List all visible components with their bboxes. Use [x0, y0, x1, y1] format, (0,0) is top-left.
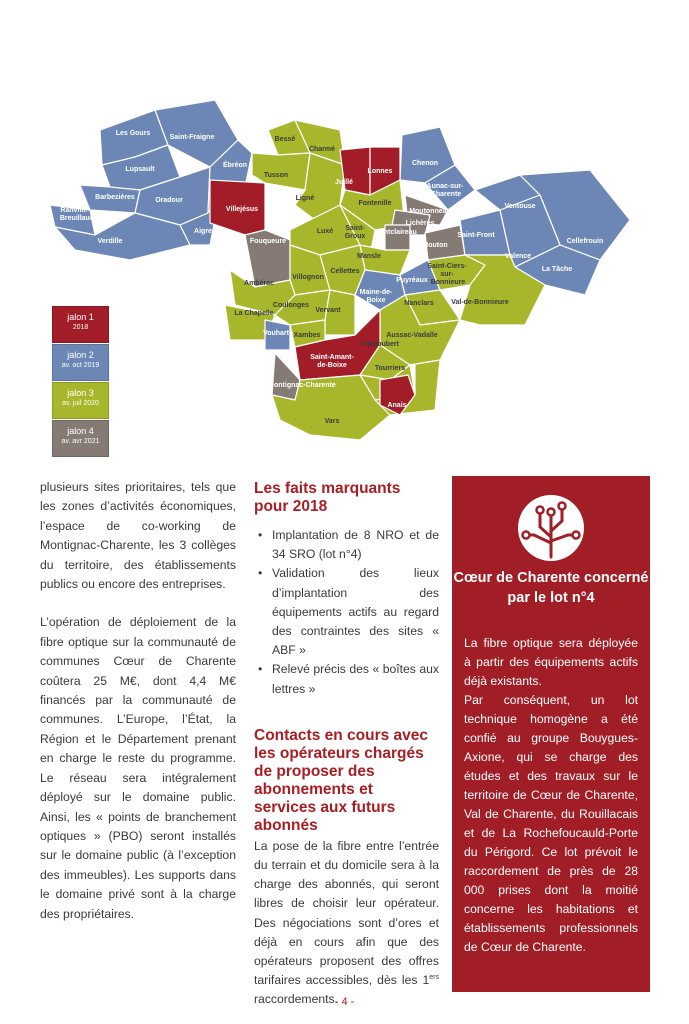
list-item: • Validation des lieux d’implantation des équipements actifs au regard des contraintes des sites « ABF » [264, 564, 439, 660]
label-tusson: Tusson [263, 172, 289, 179]
label-oradour: Oradour [155, 197, 183, 204]
label-vars: Vars [324, 418, 340, 425]
contacts-text: La pose de la fibre entre l’entrée du terrain et du domicile sera à la charge des abonnés, qui seront libres de choisir leur opérateur. Des négociations sont d’ores et déjà en cours afin que des opérateurs proposent des offres tarifaires accessibles, dès les 1 [254, 838, 439, 988]
label-cellettes: Cellettes [330, 268, 360, 275]
legend-jalon-4-name: jalon 4 [67, 426, 94, 436]
label-saint-amant: Saint-Amant- [310, 354, 354, 361]
box-title: Cœur de Charente concerné par le lot n°4 [453, 570, 649, 606]
page-number: - 4 - [334, 996, 355, 1008]
label-villejoubert: Villejoubert [361, 341, 399, 348]
list-item: • Implantation de 8 NRO et de 34 SRO (lot n°4) [264, 526, 439, 564]
label-aussac: Aussac-Vadalle [386, 332, 438, 339]
label-valence: Valence [504, 253, 532, 260]
legend-jalon-2-date: av. oct 2019 [61, 362, 100, 369]
label-xambes: Xambes [293, 332, 321, 339]
legend-jalon-3 [52, 382, 109, 419]
label-vouharte: Vouharte [263, 330, 293, 337]
map-svg [40, 95, 660, 445]
label-moutonneau: Moutonneau [409, 208, 451, 215]
legend-jalon-4 [52, 420, 109, 457]
legend-jalon-1-name: jalon 1 [67, 312, 94, 322]
label-les-gours: Les Gours [115, 130, 151, 137]
legend-jalon-1 [52, 306, 109, 343]
legend-jalon-4-date: av. avr 2021 [61, 438, 100, 445]
box-paragraph-1: La fibre optique sera déployée à partir des équipements actifs déjà existants. [464, 636, 638, 688]
label-saint-fraigne: Saint-Fraigne [169, 134, 215, 141]
legend-jalon-2 [52, 344, 109, 381]
label-montignac: Montignac-Charente [268, 382, 336, 389]
label-val-de-bonnieure: Val-de-Bonnieure [451, 299, 509, 306]
label-la-tache: La Tâche [541, 266, 573, 273]
legend-jalon-3-date: av. juil 2020 [62, 400, 99, 407]
network-icon [512, 493, 590, 563]
label-saint-amant-2: de-Boixe [317, 362, 347, 369]
column-left [40, 478, 236, 943]
territory-map [40, 95, 660, 445]
legend-jalon-2-name: jalon 2 [67, 350, 94, 360]
label-puyreaux: Puyréaux [396, 277, 428, 284]
faits-marquants-list [254, 526, 439, 699]
box-body [464, 634, 638, 957]
contacts-text-end: raccordements. [254, 992, 338, 1007]
label-anais: Anais [387, 402, 407, 409]
label-maine-de-boixe: Maine-de- [359, 289, 393, 296]
label-fontclaireau: Fontclaireau [375, 229, 417, 236]
list-item: • Relevé précis des « boîtes aux lettres » [264, 660, 439, 698]
label-saint-front: Saint-Front [457, 232, 495, 239]
label-breuillaud: Breuillaud [59, 215, 95, 222]
label-aunac: Aunac-sur- [426, 183, 464, 190]
label-maine-de-boixe-2: Boixe [366, 297, 386, 304]
legend-jalon-3-name: jalon 3 [67, 388, 94, 398]
label-lupsault: Lupsault [125, 166, 155, 173]
contacts-heading: Contacts en cours avec les opérateurs chargés de proposer des abonnements et services aux futurs abonnés [254, 726, 429, 834]
label-saint-ciers-3: Bonnieure [430, 279, 466, 286]
label-ranville: Ranville- [60, 207, 90, 214]
column-middle [254, 480, 439, 1010]
label-saint-ciers-2: sur- [440, 271, 454, 278]
box-paragraph-2: Par conséquent, un lot technique homogène a été confié au groupe Bouygues-Axione, qui se charge des études et des travaux sur le territoire de Cœur de Charente, Val de Charente, du Rouillacais et de La Rochefoucauld-Porte du Périgord. Ce lot prévoit le raccordement de près de 28 000 prises dont la moitié concerne les habitations et établissements professionnels de Cœur de Charente. [464, 693, 638, 954]
label-amberac: Ambérac [244, 280, 274, 287]
label-saint-groux: Saint- [345, 225, 365, 232]
label-juille: Juillé [335, 179, 353, 186]
label-luxe: Luxé [316, 228, 334, 235]
label-mouton: Mouton [422, 242, 448, 249]
contacts-paragraph [254, 837, 439, 1010]
faits-marquants-heading: Les faits marquants pour 2018 [254, 480, 401, 515]
label-fouqueure: Fouqueure [249, 238, 287, 245]
label-saint-ciers: Saint-Ciers- [427, 263, 467, 270]
label-ligne: Ligné [295, 195, 315, 202]
label-besse: Bessé [274, 136, 296, 143]
label-ebreon: Ébréon [222, 162, 248, 169]
contacts-superscript: ers [429, 974, 439, 982]
col1-paragraph-1: plusieurs sites prioritaires, tels que les zones d’activités économiques, l’espace de co-working de Montignac-Charente, les 3 collèges du territoire, des établissements publics ou encore des entreprises. [40, 480, 236, 592]
region-juille [340, 147, 370, 195]
label-fontenille: Fontenille [358, 200, 392, 207]
info-box [452, 476, 650, 992]
label-coulonges: Coulonges [272, 302, 310, 309]
label-licheres: Lichères [405, 220, 435, 227]
label-tourriers: Tourriers [374, 365, 406, 372]
label-barbezieres: Barbezières [95, 194, 135, 201]
col1-paragraph-2: L’opération de déploiement de la fibre optique sur la communauté de communes Cœur de Charente coûtera 25 M€, dont 4,4 M€ financés par la communauté de communes. L’Europe, l’État, la Région et le Département prenant en charge le reste du programme. Le réseau sera intégralement déployé sur le domaine public. Ainsi, les « points de branchement optiques » (PBO) seront installés sur le domaine public (à l’exception des immeubles). Les supports dans le domaine privé sont à la charge des propriétaires. [40, 615, 236, 921]
label-la-chapelle: La Chapelle [234, 310, 274, 317]
label-aunac-2: Charente [430, 191, 462, 198]
label-aigre: Aigre [194, 228, 212, 235]
label-chenon: Chenon [411, 160, 439, 167]
label-vervant: Vervant [315, 307, 341, 314]
label-cellefrouin: Cellefrouin [566, 238, 604, 245]
region-montignac [272, 353, 300, 400]
label-villognon: Villognon [292, 274, 324, 281]
label-mansle: Mansle [357, 253, 381, 260]
label-lonnes: Lonnes [367, 168, 393, 175]
legend-jalon-1-date: 2018 [72, 324, 89, 331]
label-saint-groux-2: Groux [344, 233, 366, 240]
label-ventouse: Ventouse [504, 203, 536, 210]
label-verdille: Verdille [97, 238, 123, 245]
label-villejesus: Villejésus [225, 206, 259, 213]
label-charme: Charmé [308, 146, 336, 153]
label-nanclars: Nanclars [404, 300, 434, 307]
